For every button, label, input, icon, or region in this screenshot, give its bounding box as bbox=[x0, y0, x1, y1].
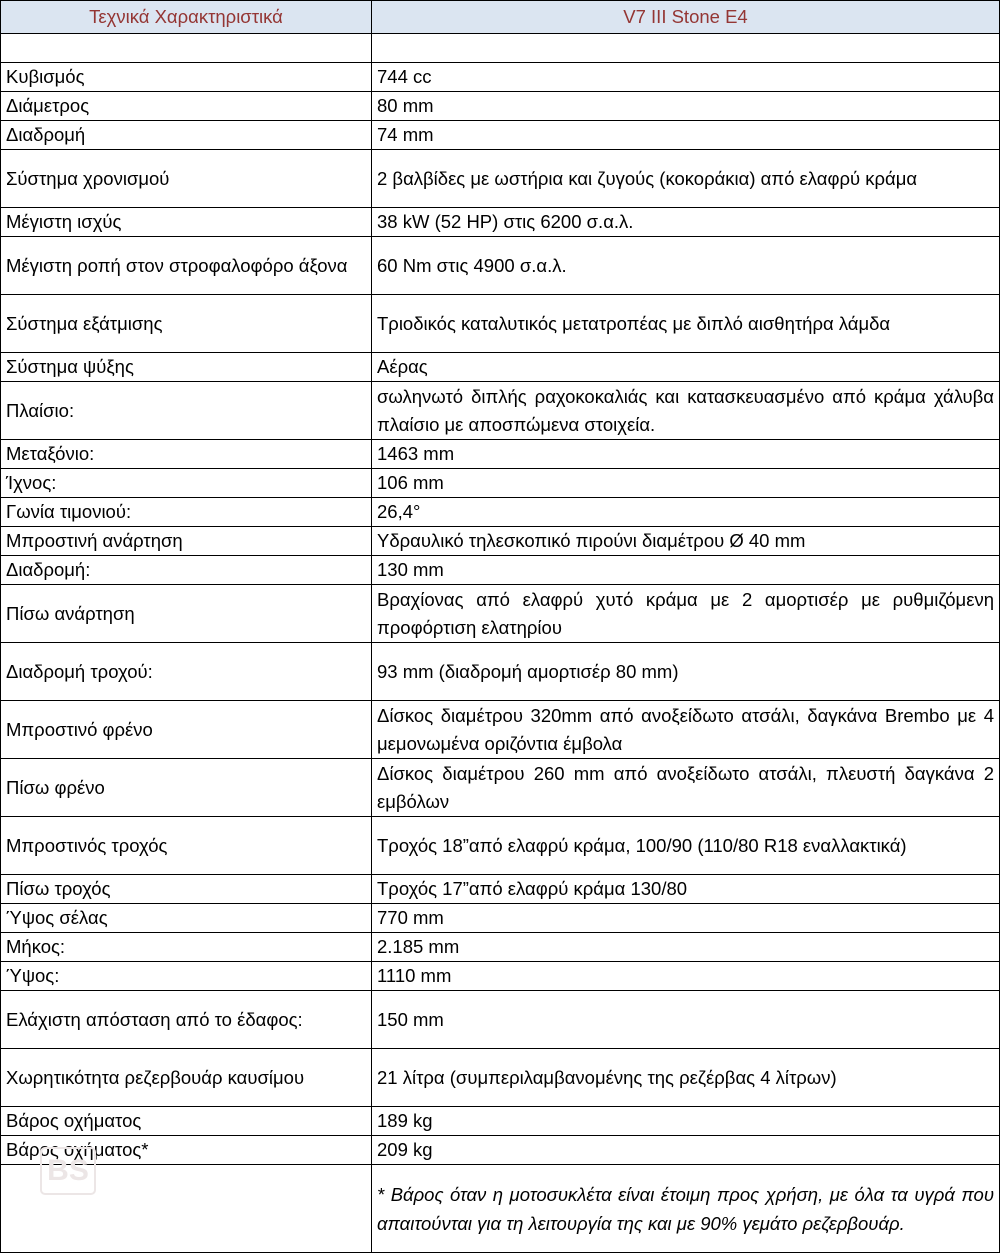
spec-value: 150 mm bbox=[372, 991, 1000, 1049]
table-row bbox=[1, 382, 1000, 440]
spec-value: 26,4° bbox=[372, 498, 1000, 527]
table-row bbox=[1, 817, 1000, 875]
table-row bbox=[1, 353, 1000, 382]
table-row bbox=[1, 498, 1000, 527]
spec-label: Μεταξόνιο: bbox=[1, 440, 372, 469]
spec-label: Πίσω τροχός bbox=[1, 875, 372, 904]
spec-value: 1463 mm bbox=[372, 440, 1000, 469]
spec-value: 106 mm bbox=[372, 469, 1000, 498]
table-row bbox=[1, 63, 1000, 92]
spec-label: Διαδρομή bbox=[1, 121, 372, 150]
table-row bbox=[1, 875, 1000, 904]
spec-value: σωληνωτό διπλής ραχοκοκαλιάς και κατασκευασμένο από κράμα χάλυβα πλαίσιο με αποσπώμενα στοιχεία. bbox=[372, 382, 1000, 440]
table-row bbox=[1, 150, 1000, 208]
spec-label: Μπροστινός τροχός bbox=[1, 817, 372, 875]
table-row bbox=[1, 759, 1000, 817]
spec-value: 189 kg bbox=[372, 1107, 1000, 1136]
table-row bbox=[1, 527, 1000, 556]
spec-label: Πίσω ανάρτηση bbox=[1, 585, 372, 643]
table-row bbox=[1, 1049, 1000, 1107]
table-row bbox=[1, 208, 1000, 237]
spec-label bbox=[1, 34, 372, 63]
table-row bbox=[1, 295, 1000, 353]
table-row bbox=[1, 701, 1000, 759]
watermark-logo: BS bbox=[40, 1147, 96, 1195]
spec-label: Μπροστινό φρένο bbox=[1, 701, 372, 759]
table-row bbox=[1, 962, 1000, 991]
table-row bbox=[1, 904, 1000, 933]
spec-value: 209 kg bbox=[372, 1136, 1000, 1165]
table-row bbox=[1, 933, 1000, 962]
table-row bbox=[1, 440, 1000, 469]
spec-label: Βάρος οχήματος bbox=[1, 1107, 372, 1136]
spec-label: Πίσω φρένο bbox=[1, 759, 372, 817]
spec-label: Ύψος: bbox=[1, 962, 372, 991]
table-row bbox=[1, 1136, 1000, 1165]
table-row bbox=[1, 556, 1000, 585]
table-row bbox=[1, 1107, 1000, 1136]
spec-label: Ίχνος: bbox=[1, 469, 372, 498]
spec-label: Μήκος: bbox=[1, 933, 372, 962]
footnote: * Βάρος όταν η μοτοσυκλέτα είναι έτοιμη προς χρήση, με όλα τα υγρά που απαιτούνται για τη λειτουργία της και με 90% γεμάτο ρεζερβουάρ. bbox=[372, 1165, 1000, 1253]
spec-label: Γωνία τιμονιού: bbox=[1, 498, 372, 527]
table-row bbox=[1, 643, 1000, 701]
spec-value: 93 mm (διαδρομή αμορτισέρ 80 mm) bbox=[372, 643, 1000, 701]
spec-label: Σύστημα χρονισμού bbox=[1, 150, 372, 208]
spec-value: Τροχός 18”από ελαφρύ κράμα, 100/90 (110/80 R18 εναλλακτικά) bbox=[372, 817, 1000, 875]
spec-value: 2.185 mm bbox=[372, 933, 1000, 962]
spec-label: Διάμετρος bbox=[1, 92, 372, 121]
spec-value: 130 mm bbox=[372, 556, 1000, 585]
spec-value: 74 mm bbox=[372, 121, 1000, 150]
spec-value: Αέρας bbox=[372, 353, 1000, 382]
spec-label: Ύψος σέλας bbox=[1, 904, 372, 933]
header-specifications: Τεχνικά Χαρακτηριστικά bbox=[1, 1, 372, 34]
spec-label: Διαδρομή τροχού: bbox=[1, 643, 372, 701]
table-row bbox=[1, 585, 1000, 643]
spec-label: Κυβισμός bbox=[1, 63, 372, 92]
table-row bbox=[1, 121, 1000, 150]
spec-label: Βάρος οχήματος* bbox=[1, 1136, 372, 1165]
spec-value: Υδραυλικό τηλεσκοπικό πιρούνι διαμέτρου Ø 40 mm bbox=[372, 527, 1000, 556]
table-row bbox=[1, 237, 1000, 295]
spec-label bbox=[1, 1165, 372, 1253]
table-header-row bbox=[1, 1, 1000, 34]
spec-label: Μπροστινή ανάρτηση bbox=[1, 527, 372, 556]
spec-value bbox=[372, 34, 1000, 63]
spec-label: Ελάχιστη απόσταση από το έδαφος: bbox=[1, 991, 372, 1049]
table-row bbox=[1, 34, 1000, 63]
spec-value: 770 mm bbox=[372, 904, 1000, 933]
spec-value: Τροχός 17”από ελαφρύ κράμα 130/80 bbox=[372, 875, 1000, 904]
table-row bbox=[1, 469, 1000, 498]
spec-value: Τριοδικός καταλυτικός μετατροπέας με διπλό αισθητήρα λάμδα bbox=[372, 295, 1000, 353]
spec-value: 80 mm bbox=[372, 92, 1000, 121]
table-row bbox=[1, 1165, 1000, 1253]
spec-value: 60 Nm στις 4900 σ.α.λ. bbox=[372, 237, 1000, 295]
header-model: V7 III Stone E4 bbox=[372, 1, 1000, 34]
spec-value: Δίσκος διαμέτρου 320mm από ανοξείδωτο ατσάλι, δαγκάνα Brembo με 4 μεμονωμένα οριζόντια έμβολα bbox=[372, 701, 1000, 759]
spec-value: 38 kW (52 HP) στις 6200 σ.α.λ. bbox=[372, 208, 1000, 237]
table-row bbox=[1, 92, 1000, 121]
spec-value: Δίσκος διαμέτρου 260 mm από ανοξείδωτο ατσάλι, πλευστή δαγκάνα 2 εμβόλων bbox=[372, 759, 1000, 817]
spec-label: Σύστημα ψύξης bbox=[1, 353, 372, 382]
spec-label: Διαδρομή: bbox=[1, 556, 372, 585]
table-row bbox=[1, 991, 1000, 1049]
spec-value: Βραχίονας από ελαφρύ χυτό κράμα με 2 αμορτισέρ με ρυθμιζόμενη προφόρτιση ελατηρίου bbox=[372, 585, 1000, 643]
spec-label: Μέγιστη ισχύς bbox=[1, 208, 372, 237]
spec-label: Μέγιστη ροπή στον στροφαλοφόρο άξονα bbox=[1, 237, 372, 295]
spec-label: Χωρητικότητα ρεζερβουάρ καυσίμου bbox=[1, 1049, 372, 1107]
spec-label: Σύστημα εξάτμισης bbox=[1, 295, 372, 353]
spec-value: 1110 mm bbox=[372, 962, 1000, 991]
spec-value: 744 cc bbox=[372, 63, 1000, 92]
spec-label: Πλαίσιο: bbox=[1, 382, 372, 440]
spec-value: 2 βαλβίδες με ωστήρια και ζυγούς (κοκοράκια) από ελαφρύ κράμα bbox=[372, 150, 1000, 208]
spec-value: 21 λίτρα (συμπεριλαμβανομένης της ρεζέρβας 4 λίτρων) bbox=[372, 1049, 1000, 1107]
